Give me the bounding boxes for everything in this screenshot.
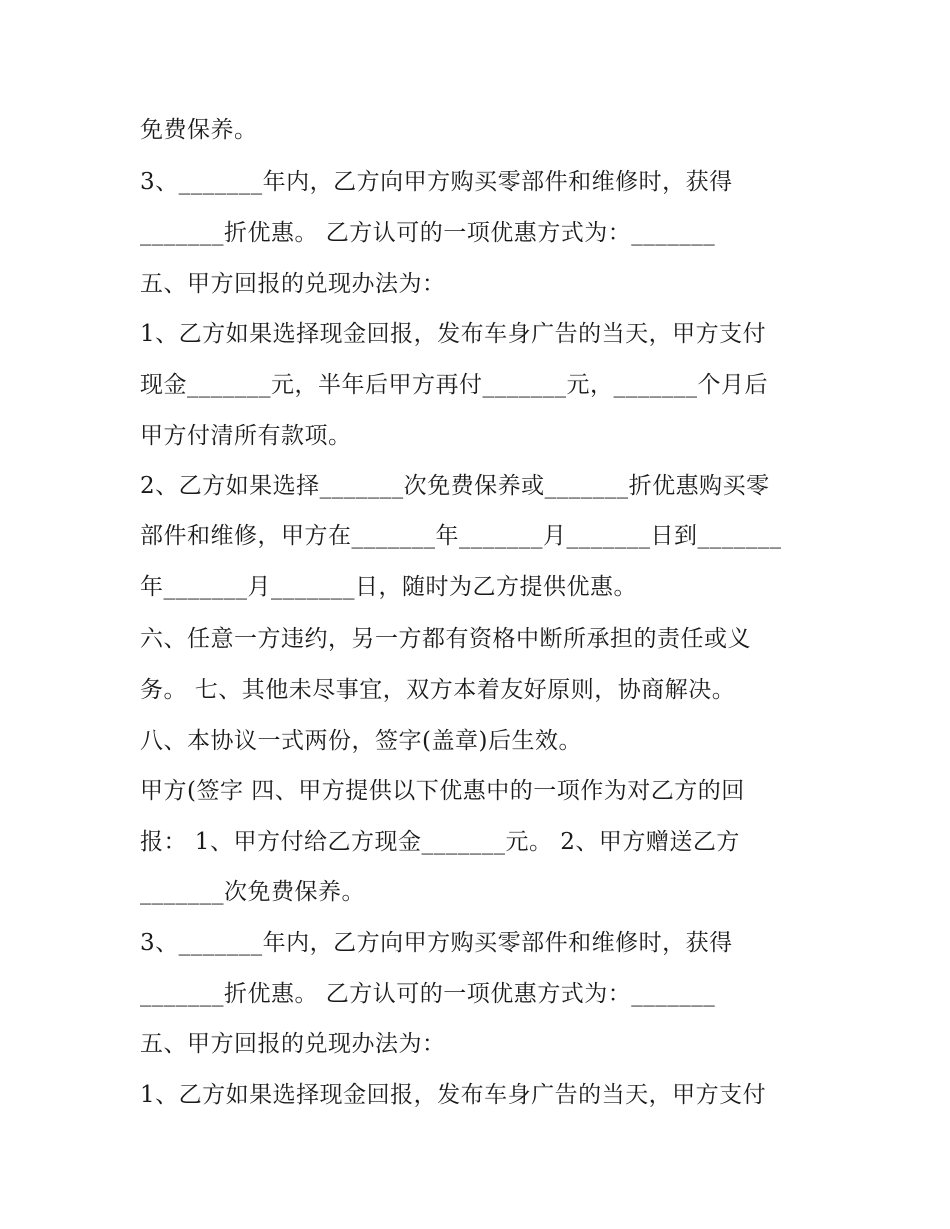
text-line: _______折优惠。 乙方认可的一项优惠方式为：_______ [140, 981, 716, 1007]
text-line: 务。 七、其他未尽事宜，双方本着友好原则，协商解决。 [140, 677, 736, 703]
text-line: 2、乙方如果选择_______次免费保养或_______折优惠购买零 [140, 473, 770, 499]
text-line: 3、_______年内，乙方向甲方购买零部件和维修时，获得 [140, 930, 733, 956]
text-line: 甲方付清所有款项。 [140, 423, 352, 449]
text-line: _______次免费保养。 [140, 879, 365, 905]
section-heading: 五、甲方回报的兑现办法为： [140, 1031, 446, 1057]
text-line: 3、_______年内，乙方向甲方购买零部件和维修时，获得 [140, 169, 733, 195]
text-line: 现金_______元，半年后甲方再付_______元，_______个月后 [140, 372, 768, 398]
text-line: 甲方(签字 四、甲方提供以下优惠中的一项作为对乙方的回 [140, 778, 745, 804]
text-line: 年_______月_______日，随时为乙方提供优惠。 [140, 574, 637, 600]
section-heading: 八、本协议一式两份，签字(盖章)后生效。 [140, 728, 582, 754]
text-line: 1、乙方如果选择现金回报，发布车身广告的当天，甲方支付 [140, 1082, 767, 1108]
text-line: 部件和维修，甲方在_______年_______月_______日到_______ [140, 523, 782, 549]
section-heading: 五、甲方回报的兑现办法为： [140, 271, 446, 297]
text-line: 免费保养。 [140, 117, 258, 143]
text-line: 报： 1、甲方付给乙方现金_______元。 2、甲方赠送乙方 [140, 829, 740, 855]
text-line: 1、乙方如果选择现金回报，发布车身广告的当天，甲方支付 [140, 321, 767, 347]
section-heading: 六、任意一方违约，另一方都有资格中断所承担的责任或义 [140, 626, 751, 652]
text-line: _______折优惠。 乙方认可的一项优惠方式为：_______ [140, 220, 716, 246]
